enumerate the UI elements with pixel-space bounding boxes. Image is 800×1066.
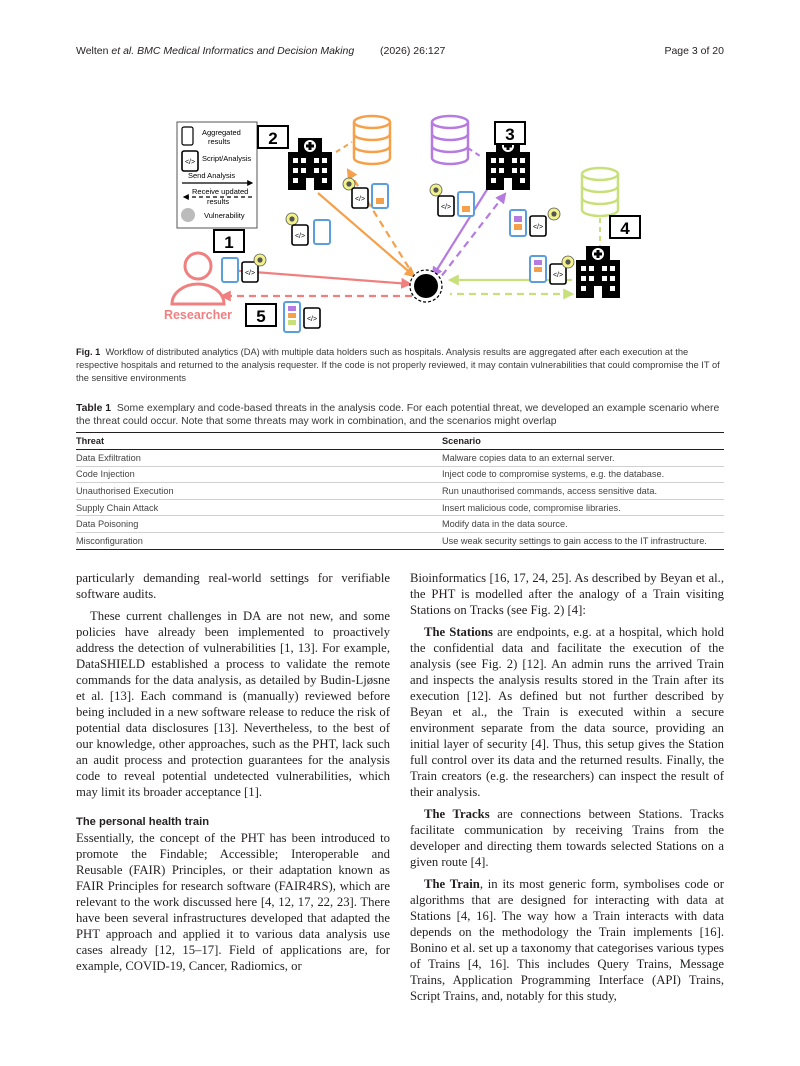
- script-icon: [530, 216, 546, 236]
- section-heading: The personal health train: [76, 816, 210, 828]
- figure-legend: [177, 122, 257, 228]
- hospital-3-icon: [486, 138, 530, 190]
- svg-text:4: 4: [620, 219, 630, 238]
- script-icon: [352, 188, 368, 208]
- paragraph: Bioinformatics [16, 17, 24, 25]. As described by Beyan et al., the PHT is modelled after the analogy of a Train visiting Stations on Tracks (see Fig. 2) [4]:: [410, 571, 724, 617]
- database-purple-icon: [432, 116, 468, 164]
- legend-script-label: Script/Analysis: [202, 154, 252, 163]
- researcher-label: Researcher: [163, 308, 233, 322]
- table-row: Supply Chain Attack Insert malicious code, compromise libraries.: [76, 499, 724, 516]
- svg-text:2: 2: [268, 129, 278, 148]
- script-icon: [242, 262, 258, 282]
- hospital-4-icon: [576, 246, 620, 298]
- table-row: Unauthorised Execution Run unauthorised commands, access sensitive data.: [76, 483, 724, 500]
- table-header-threat: Threat: [76, 433, 442, 450]
- svg-text:5: 5: [256, 307, 266, 326]
- body-left-column: [76, 570, 390, 974]
- header-year: (2026) 26:127: [380, 45, 446, 57]
- paragraph-stations: The Stations are endpoints, e.g. at a hospital, which hold the confidential data and facilitate the execution of the analysis (see Fig. 2) [12]. An admin runs the arrived Train and inspects the analysis results stored in the Train after its execution [12]. As defined but not further described by Beyan et al., the Train is executed within a secure environment separate from the data source, providing an initial layer of security [4]. Thus, this setup gives the Station full control over its data and the returned results. Finally, the Train creators (e.g. the researchers) can inspect the result of their analysis.: [410, 625, 724, 799]
- table-row: Data Poisoning Modify data in the data source.: [76, 516, 724, 533]
- table-caption: Table 1 Some exemplary and code-based threats in the analysis code. For each potential threat, we developed an example scenario where the threat could occur. Note that some threats may work in combination, and the scenarios might overlap: [76, 403, 720, 427]
- table-row: Misconfiguration Use weak security settings to gain access to the IT infrastructure.: [76, 532, 724, 549]
- script-icon: [304, 308, 320, 328]
- legend-send-label: Send Analysis: [188, 171, 236, 180]
- header-page-number: Page 3 of 20: [664, 45, 724, 57]
- paragraph: These current challenges in DA are not new, and some policies have already been implemented to proactively address the detection of vulnerabilities [1, 13]. For example, DataSHIELD established a process to validate the remote commands for the data analysis, as detailed by Budin-Ljøsne et al. [13]. Each command is (manually) reviewed before being included in a new software release to reduce the risk of potential data disclosures [13]. Nevertheless, to the best of our knowledge, other approaches, such as the PHT, lack such an audit process and protection guarantees for the analysis code to reveal potential undetected vulnerabilities, which may limit its broader acceptance [1].: [76, 609, 390, 799]
- legend-aggregated-label: Aggregated: [202, 128, 241, 137]
- script-icon: [438, 196, 454, 216]
- table-header-scenario: Scenario: [442, 433, 724, 450]
- script-icon: [182, 151, 198, 171]
- legend-vulnerability-label: Vulnerability: [204, 211, 245, 220]
- paragraph-train: The Train, in its most generic form, symbolises code or algorithms that are designed for interacting with data at Stations [4, 16]. The way how a Train interacts with data depends on the methodology the Train implements [16]. Bonino et al. set up a taxonomy that categorises various types of Trains [4, 16]. This includes Query Trains, Message Trains, Application Programming Interface (API) Trains, Script Trains, and, notably for this study,: [410, 877, 724, 1003]
- script-icon: [292, 225, 308, 245]
- figure-caption: Fig. 1 Workflow of distributed analytics (DA) with multiple data holders such as hospitals. Analysis results are aggregated after each execution at the respective hospitals and returned to the analysis requester. If the code is not properly reviewed, it may contain vulnerabilities that could compromise the IT of the sensitive environments: [76, 347, 720, 383]
- svg-text:1: 1: [224, 233, 234, 252]
- paragraph-tracks: The Tracks are connections between Stations. Tracks facilitate communication by receiving Trains from the developer and directing them towards selected Stations on a given route [4].: [410, 807, 724, 869]
- aggregator-node: [414, 274, 438, 298]
- svg-text:results: results: [207, 197, 230, 206]
- svg-text:Receive updated: Receive updated: [192, 187, 249, 196]
- table-row: Data Exfiltration Malware copies data to an external server.: [76, 450, 724, 467]
- researcher-icon: [172, 253, 224, 304]
- svg-text:results: results: [208, 137, 231, 146]
- paragraph: particularly demanding real-world settings for verifiable software audits.: [76, 571, 390, 601]
- svg-text:3: 3: [505, 125, 515, 144]
- body-right-column: [410, 570, 724, 1004]
- table-row: Code Injection Inject code to compromise systems, e.g. the database.: [76, 466, 724, 483]
- database-green-icon: [582, 168, 618, 216]
- vulnerability-icon: [181, 208, 195, 222]
- paragraph: Essentially, the concept of the PHT has been introduced to promote the Findable; Accessible; Interoperable and Reusable (FAIR) Principles, or their adaptation known as FAIR Principles for research software (FAIR4RS), which are relevant to the work discussed here [4, 12, 17, 22, 23]. There have been several infrastructures developed that adapted the PHT approach and applied it to various data analysis use cases already [12, 15–17]. Field of applications are, for example, COVID-19, Cancer, Radiomics, or: [76, 831, 390, 973]
- hospital-2-icon: [288, 138, 332, 190]
- header-citation: Welten et al. BMC Medical Informatics and Decision Making: [76, 45, 355, 57]
- script-icon: [550, 264, 566, 284]
- threats-table: [76, 432, 724, 550]
- database-orange-icon: [354, 116, 390, 164]
- figure-1-diagram: </> Aggregated results Script/Analysis Send Analysis Receive updated results Vulnerability 2 3 4 1 Researcher 5: [150, 108, 650, 336]
